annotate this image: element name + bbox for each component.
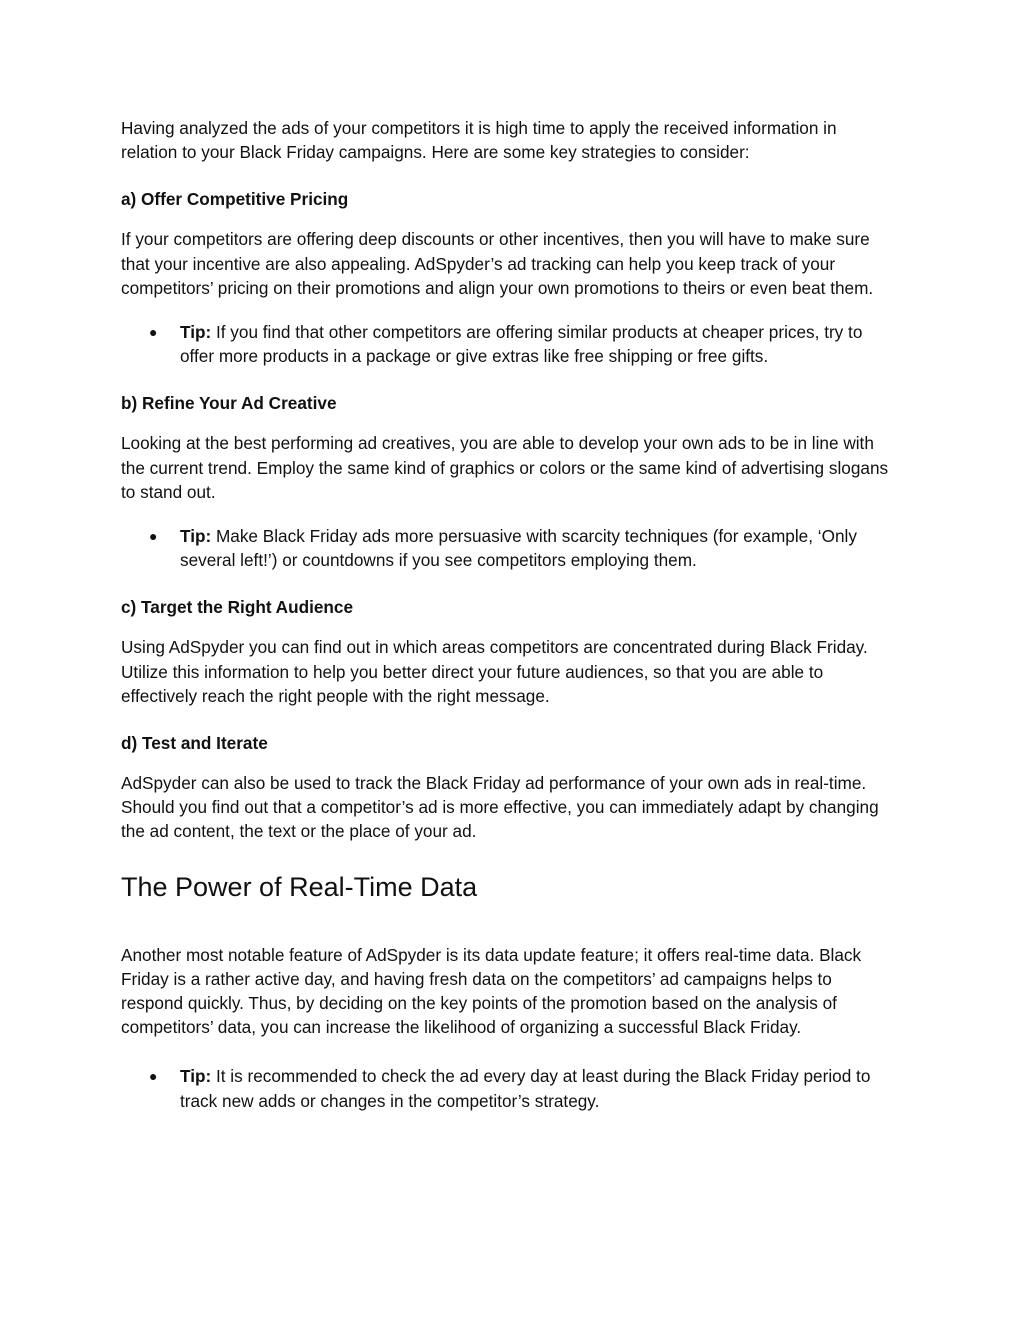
section-title-real-time-data: The Power of Real-Time Data: [121, 871, 478, 902]
section-heading-target-audience: c) Target the Right Audience: [121, 597, 354, 618]
section-paragraph-creative: Looking at the best performing ad creatives, you are able to develop your own ads to be in line with the current trend. Employ the same kind of graphics or colors or the same kind of advertising slogans to stand out.: [121, 433, 889, 502]
tip-label: Tip:: [180, 322, 212, 343]
tip-text: If you find that other competitors are offering similar products at cheaper prices, try to offer more products in a package or give extras like free shipping or free gifts.: [180, 322, 863, 367]
tip-text: It is recommended to check the ad every day at least during the Black Friday period to track new adds or changes in the competitor’s strategy.: [180, 1066, 871, 1111]
tip-list: [121, 524, 893, 572]
tip-label: Tip:: [180, 1066, 212, 1087]
tip-text: Make Black Friday ads more persuasive with scarcity techniques (for example, ‘Only several left!’) or countdowns if you see competitors employing them.: [180, 526, 857, 571]
bullet-icon: ●: [149, 324, 158, 341]
tip-item: [149, 1064, 893, 1112]
bullet-icon: ●: [149, 1068, 158, 1085]
section-paragraph-real-time: Another most notable feature of AdSpyder is its data update feature; it offers real-time data. Black Friday is a rather active day, and having fresh data on the competitors’ ad campaigns helps to respond quickly. Thus, by deciding on the key points of the promotion based on the analysis of competitors’ data, you can increase the likelihood of organizing a successful Black Friday.: [121, 944, 862, 1038]
intro-paragraph: Having analyzed the ads of your competitors it is high time to apply the received information in relation to your Black Friday campaigns. Here are some key strategies to consider:: [121, 118, 837, 163]
tip-item: [149, 524, 893, 572]
tip-item: [149, 320, 893, 368]
bullet-icon: ●: [149, 528, 158, 545]
section-paragraph-test: AdSpyder can also be used to track the Black Friday ad performance of your own ads in real-time. Should you find out that a competitor’s ad is more effective, you can immediately adapt by changing the ad content, the text or the place of your ad.: [121, 773, 879, 842]
tip-list: [121, 320, 893, 368]
tip-list: [121, 1064, 893, 1112]
section-paragraph-pricing: If your competitors are offering deep discounts or other incentives, then you will have to make sure that your incentive are also appealing. AdSpyder’s ad tracking can help you keep track of your competitors’ pricing on their promotions and align your own promotions to theirs or even beat them.: [121, 229, 874, 298]
section-heading-test-iterate: d) Test and Iterate: [121, 733, 268, 754]
tip-label: Tip:: [180, 526, 212, 547]
section-heading-offer-competitive-pricing: a) Offer Competitive Pricing: [121, 189, 349, 210]
section-paragraph-audience: Using AdSpyder you can find out in which areas competitors are concentrated during Black Friday. Utilize this information to help you better direct your future audiences, so that you are able to effectively reach the right people with the right message.: [121, 637, 868, 706]
section-heading-refine-ad-creative: b) Refine Your Ad Creative: [121, 393, 337, 414]
document-page: [121, 116, 893, 1136]
